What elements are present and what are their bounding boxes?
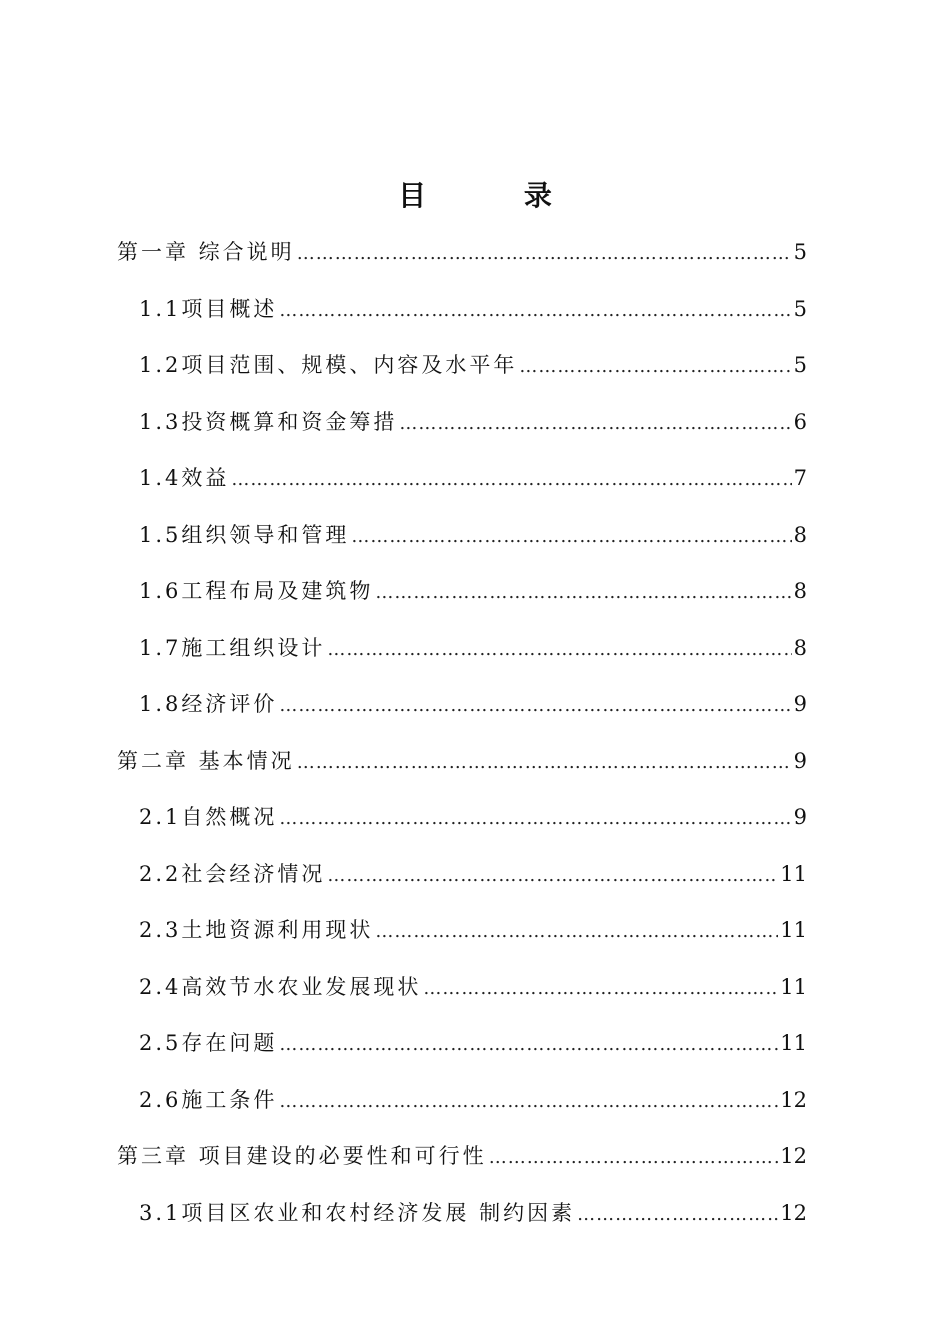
dot-leader bbox=[375, 573, 791, 613]
toc-entry-page: 8 bbox=[792, 628, 807, 668]
toc-entry-label: 2.4高效节水农业发展现状 bbox=[139, 967, 423, 1007]
toc-entry-label: 1.5组织领导和管理 bbox=[139, 515, 351, 555]
toc-entry-label: 2.2社会经济情况 bbox=[139, 854, 327, 894]
toc-entry-2-2[interactable] bbox=[117, 854, 807, 911]
dot-leader bbox=[399, 404, 791, 444]
toc-entry-2-5[interactable] bbox=[117, 1023, 807, 1080]
toc-entry-page: 7 bbox=[792, 458, 807, 498]
toc-entry-label: 1.6工程布局及建筑物 bbox=[139, 571, 375, 611]
toc-entry-1-6[interactable] bbox=[117, 571, 807, 628]
dot-leader bbox=[279, 291, 791, 331]
toc-entry-page: 8 bbox=[792, 571, 807, 611]
dot-leader bbox=[297, 743, 792, 783]
toc-entry-label: 3.1项目区农业和农村经济发展 制约因素 bbox=[139, 1193, 577, 1233]
dot-leader bbox=[279, 1082, 778, 1122]
toc-entry-label: 1.1项目概述 bbox=[139, 289, 279, 329]
toc-entry-chapter-1[interactable] bbox=[117, 232, 807, 289]
dot-leader bbox=[327, 630, 791, 670]
toc-entry-chapter-3[interactable] bbox=[117, 1136, 807, 1193]
toc-entry-page: 11 bbox=[778, 1023, 807, 1063]
dot-leader bbox=[279, 1025, 778, 1065]
toc-entry-page: 5 bbox=[792, 232, 807, 272]
toc-entry-page: 12 bbox=[778, 1080, 807, 1120]
toc-entry-label: 2.3土地资源利用现状 bbox=[139, 910, 375, 950]
toc-entry-page: 8 bbox=[792, 515, 807, 555]
dot-leader bbox=[375, 912, 778, 952]
toc-entry-label: 1.8经济评价 bbox=[139, 684, 279, 724]
toc-entry-1-1[interactable] bbox=[117, 289, 807, 346]
toc-entry-label: 第二章 基本情况 bbox=[117, 741, 297, 781]
toc-entry-label: 2.1自然概况 bbox=[139, 797, 279, 837]
toc-entry-page: 9 bbox=[792, 741, 807, 781]
dot-leader bbox=[489, 1138, 779, 1178]
toc-entry-page: 5 bbox=[792, 345, 807, 385]
toc-entry-page: 9 bbox=[792, 797, 807, 837]
toc-entry-page: 5 bbox=[792, 289, 807, 329]
toc-entry-label: 第三章 项目建设的必要性和可行性 bbox=[117, 1136, 489, 1176]
dot-leader bbox=[351, 517, 791, 557]
toc-title: 目 录 bbox=[398, 179, 596, 212]
toc-entry-page: 6 bbox=[792, 402, 807, 442]
toc-list bbox=[117, 232, 807, 1249]
toc-entry-label: 1.7施工组织设计 bbox=[139, 628, 327, 668]
dot-leader bbox=[297, 234, 792, 274]
dot-leader bbox=[279, 799, 791, 839]
dot-leader bbox=[279, 686, 791, 726]
toc-entry-label: 第一章 综合说明 bbox=[117, 232, 297, 272]
toc-entry-page: 12 bbox=[778, 1193, 807, 1233]
toc-entry-chapter-2[interactable] bbox=[117, 741, 807, 798]
toc-entry-1-7[interactable] bbox=[117, 628, 807, 685]
toc-entry-label: 1.4效益 bbox=[139, 458, 231, 498]
toc-entry-1-8[interactable] bbox=[117, 684, 807, 741]
toc-entry-label: 1.3投资概算和资金筹措 bbox=[139, 402, 399, 442]
toc-entry-page: 11 bbox=[778, 967, 807, 1007]
toc-entry-1-4[interactable] bbox=[117, 458, 807, 515]
toc-entry-2-1[interactable] bbox=[117, 797, 807, 854]
toc-entry-2-3[interactable] bbox=[117, 910, 807, 967]
toc-entry-1-2[interactable] bbox=[117, 345, 807, 402]
toc-entry-page: 11 bbox=[778, 910, 807, 950]
dot-leader bbox=[519, 347, 791, 387]
dot-leader bbox=[423, 969, 778, 1009]
toc-entry-page: 12 bbox=[778, 1136, 807, 1176]
toc-entry-3-1[interactable] bbox=[117, 1193, 807, 1250]
toc-entry-1-5[interactable] bbox=[117, 515, 807, 572]
toc-entry-2-6[interactable] bbox=[117, 1080, 807, 1137]
toc-entry-page: 9 bbox=[792, 684, 807, 724]
toc-entry-page: 11 bbox=[778, 854, 807, 894]
dot-leader bbox=[231, 460, 791, 500]
toc-entry-label: 1.2项目范围、规模、内容及水平年 bbox=[139, 345, 519, 385]
toc-entry-label: 2.6施工条件 bbox=[139, 1080, 279, 1120]
toc-entry-1-3[interactable] bbox=[117, 402, 807, 459]
toc-entry-2-4[interactable] bbox=[117, 967, 807, 1024]
dot-leader bbox=[577, 1195, 778, 1235]
toc-entry-label: 2.5存在问题 bbox=[139, 1023, 279, 1063]
dot-leader bbox=[327, 856, 778, 896]
